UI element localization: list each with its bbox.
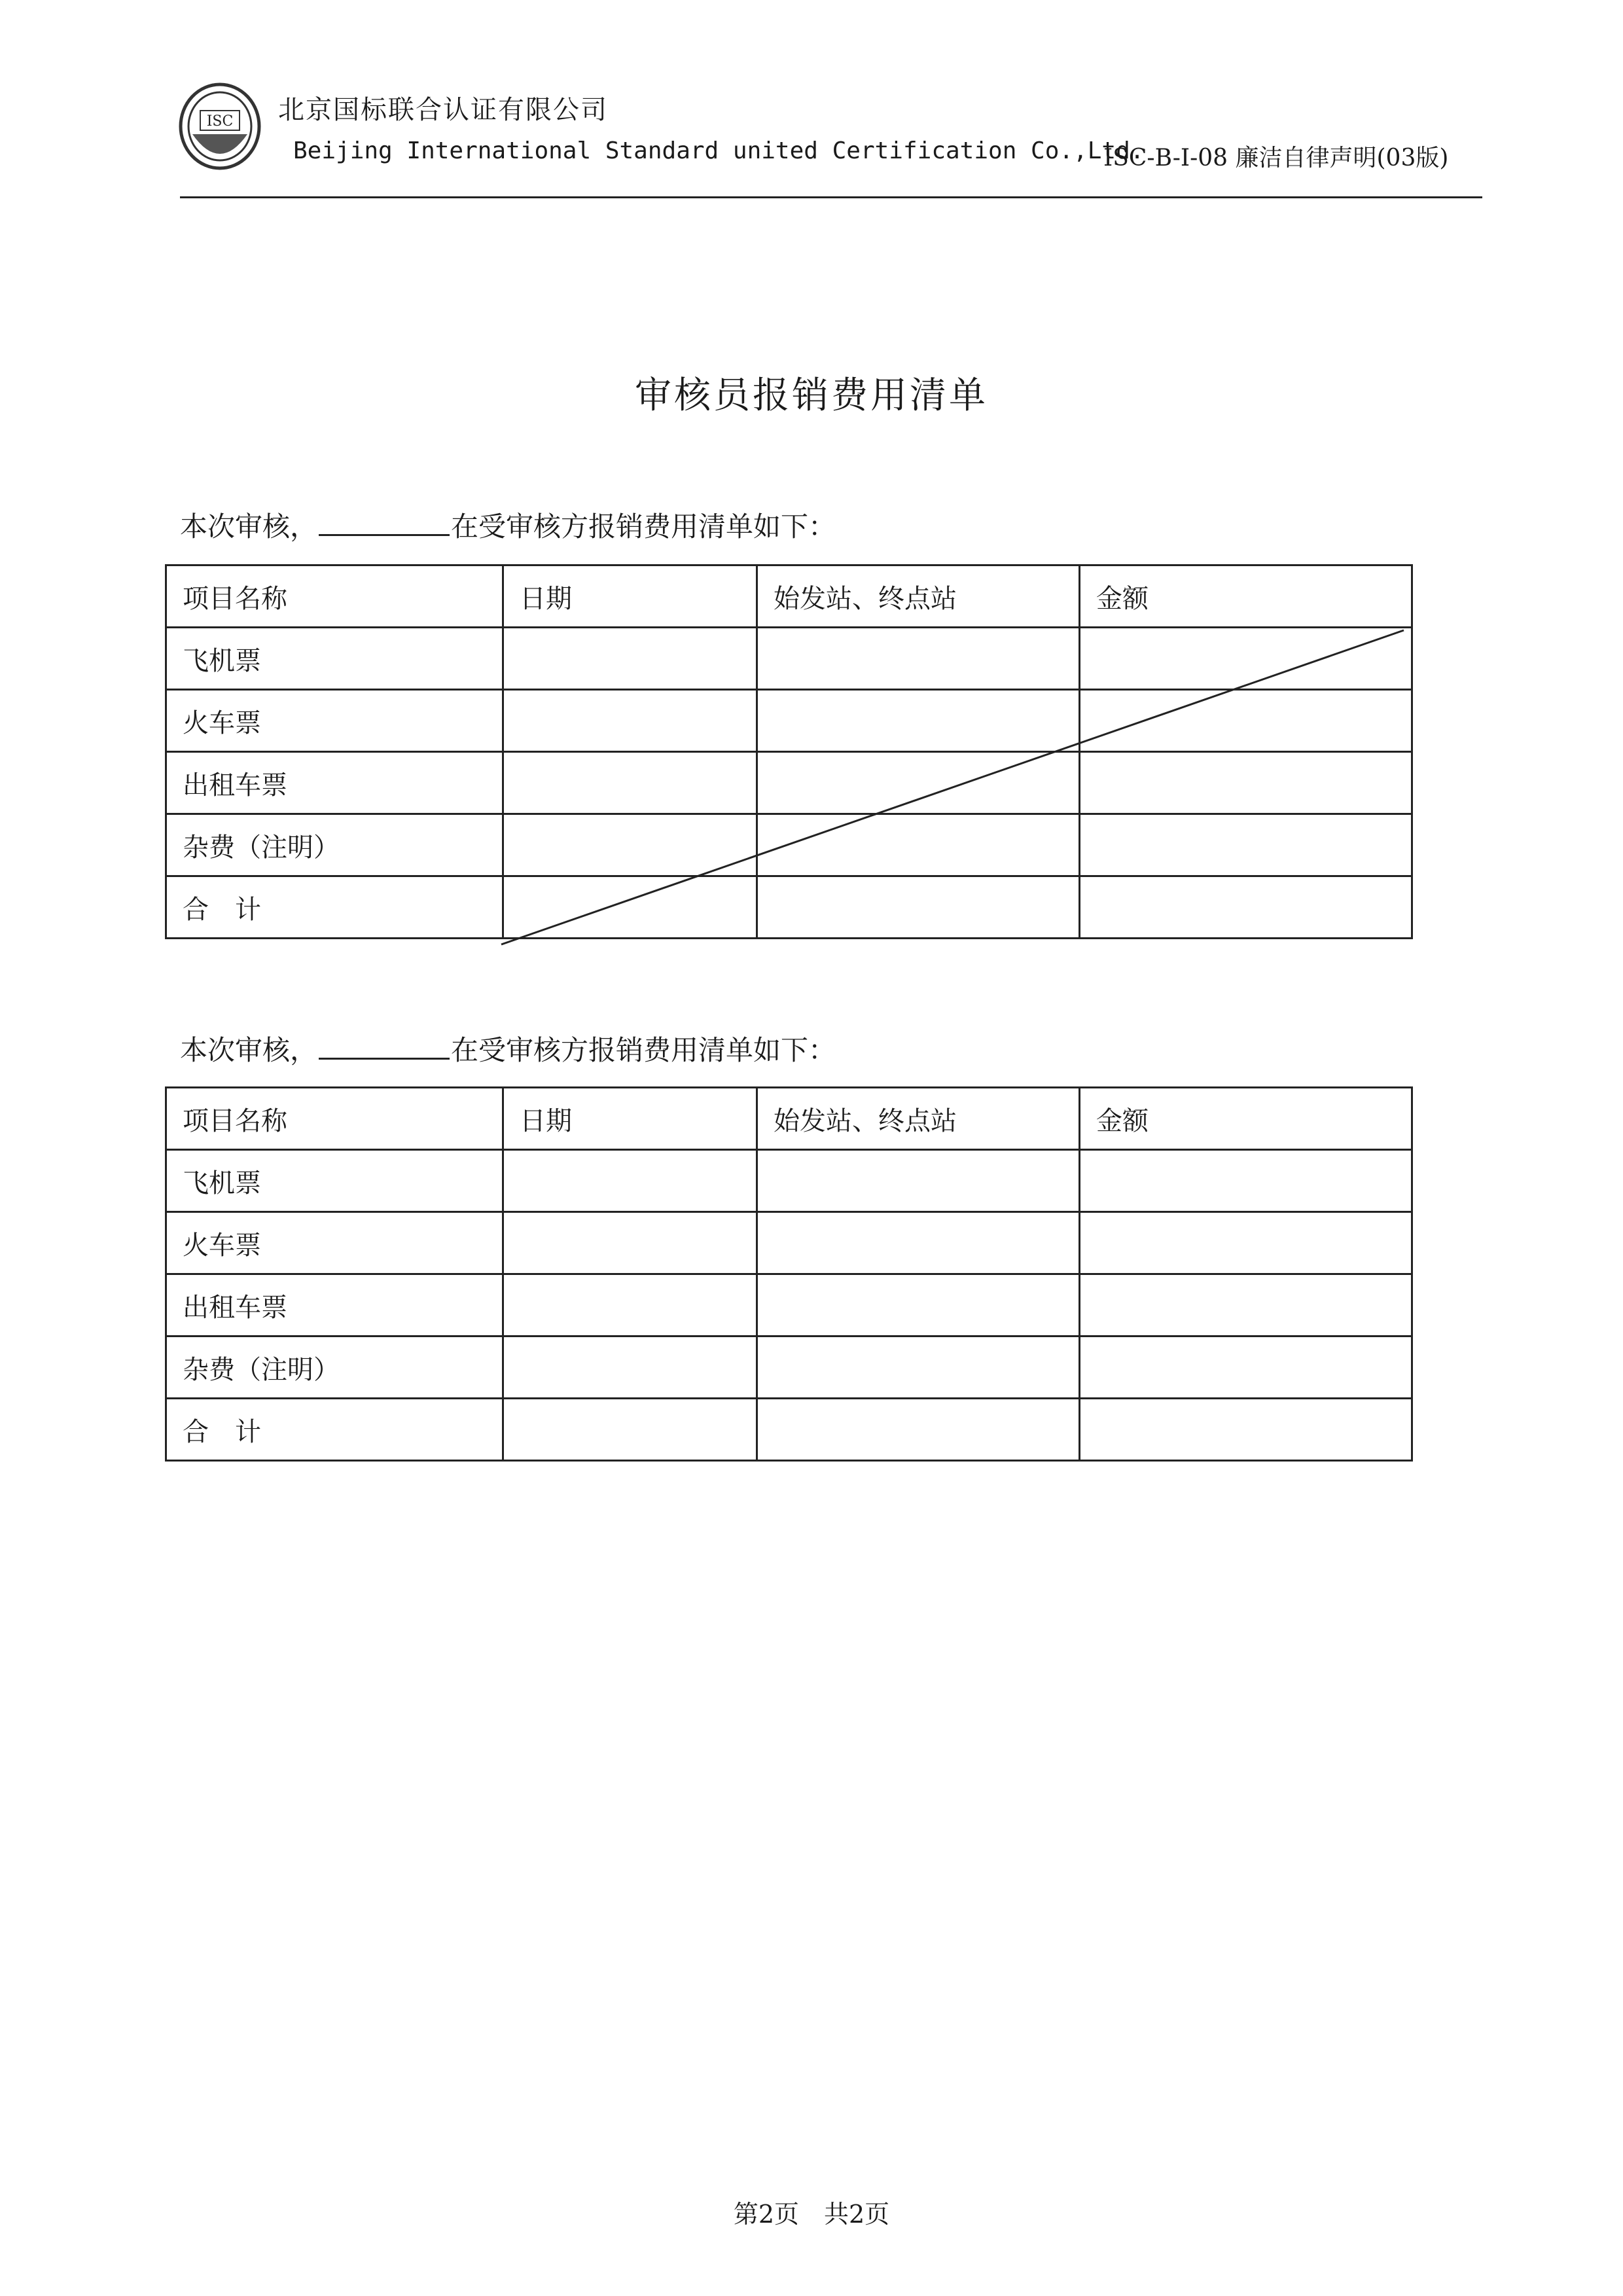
date-cell[interactable] [503,814,757,876]
stations-cell[interactable] [757,628,1080,690]
amount-cell[interactable] [1080,814,1412,876]
header-amount: 金额 [1080,1088,1412,1150]
section-2-intro [180,1029,836,1068]
amount-cell[interactable] [1080,1399,1412,1461]
stations-cell[interactable] [757,814,1080,876]
page-title: 审核员报销费用清单 [635,374,988,417]
row-label: 出租车票 [166,752,503,814]
svg-text:ISC: ISC [206,113,234,130]
header-stations: 始发站、终点站 [757,1088,1080,1150]
row-label: 飞机票 [166,1150,503,1212]
stations-cell[interactable] [757,752,1080,814]
amount-cell[interactable] [1080,1150,1412,1212]
table-row [166,690,1412,752]
stations-cell[interactable] [757,1274,1080,1336]
audit-name-blank[interactable] [319,512,450,536]
header-item-name: 项目名称 [166,1088,503,1150]
stations-cell[interactable] [757,1336,1080,1399]
row-label: 杂费（注明） [166,1336,503,1399]
row-label: 火车票 [166,1212,503,1274]
amount-cell[interactable] [1080,628,1412,690]
company-logo [178,82,262,171]
header-divider [180,196,1482,198]
intro-prefix: 本次审核， [180,511,318,543]
table-header-row [166,565,1412,628]
page-number: 第2页 共2页 [733,2200,890,2229]
intro-suffix: 在受审核方报销费用清单如下： [451,1034,836,1066]
intro-suffix: 在受审核方报销费用清单如下： [451,511,836,543]
date-cell[interactable] [503,1150,757,1212]
audit-name-blank[interactable] [319,1035,450,1060]
stations-cell[interactable] [757,1399,1080,1461]
expense-table-1 [165,564,1413,939]
date-cell[interactable] [503,1399,757,1461]
date-cell[interactable] [503,690,757,752]
row-label: 合 计 [166,876,503,939]
row-label: 出租车票 [166,1274,503,1336]
intro-prefix: 本次审核， [180,1034,318,1066]
amount-cell[interactable] [1080,1274,1412,1336]
company-name-cn: 北京国标联合认证有限公司 [278,95,608,125]
amount-cell[interactable] [1080,752,1412,814]
table-row [166,1399,1412,1461]
date-cell[interactable] [503,1336,757,1399]
date-cell[interactable] [503,1274,757,1336]
table-row [166,814,1412,876]
expense-table-2 [165,1086,1413,1462]
header-item-name: 项目名称 [166,565,503,628]
header-stations: 始发站、终点站 [757,565,1080,628]
stations-cell[interactable] [757,876,1080,939]
row-label: 飞机票 [166,628,503,690]
amount-cell[interactable] [1080,1212,1412,1274]
table-row [166,1150,1412,1212]
header-date: 日期 [503,1088,757,1150]
table-row [166,752,1412,814]
stations-cell[interactable] [757,1212,1080,1274]
row-label: 杂费（注明） [166,814,503,876]
date-cell[interactable] [503,752,757,814]
table-row [166,1336,1412,1399]
table-row [166,1212,1412,1274]
date-cell[interactable] [503,628,757,690]
row-label: 合 计 [166,1399,503,1461]
amount-cell[interactable] [1080,1336,1412,1399]
section-1-intro [180,505,836,545]
date-cell[interactable] [503,1212,757,1274]
header-amount: 金额 [1080,565,1412,628]
stations-cell[interactable] [757,690,1080,752]
company-name-en: Beijing International Standard united Certification Co.,Ltd. [293,137,1145,164]
date-cell[interactable] [503,876,757,939]
table-row [166,1274,1412,1336]
amount-cell[interactable] [1080,876,1412,939]
amount-cell[interactable] [1080,690,1412,752]
table-row [166,876,1412,939]
table-header-row [166,1088,1412,1150]
stations-cell[interactable] [757,1150,1080,1212]
row-label: 火车票 [166,690,503,752]
table-row [166,628,1412,690]
header-date: 日期 [503,565,757,628]
document-code: ISC-B-I-08 廉洁自律声明(03版) [1103,145,1449,171]
